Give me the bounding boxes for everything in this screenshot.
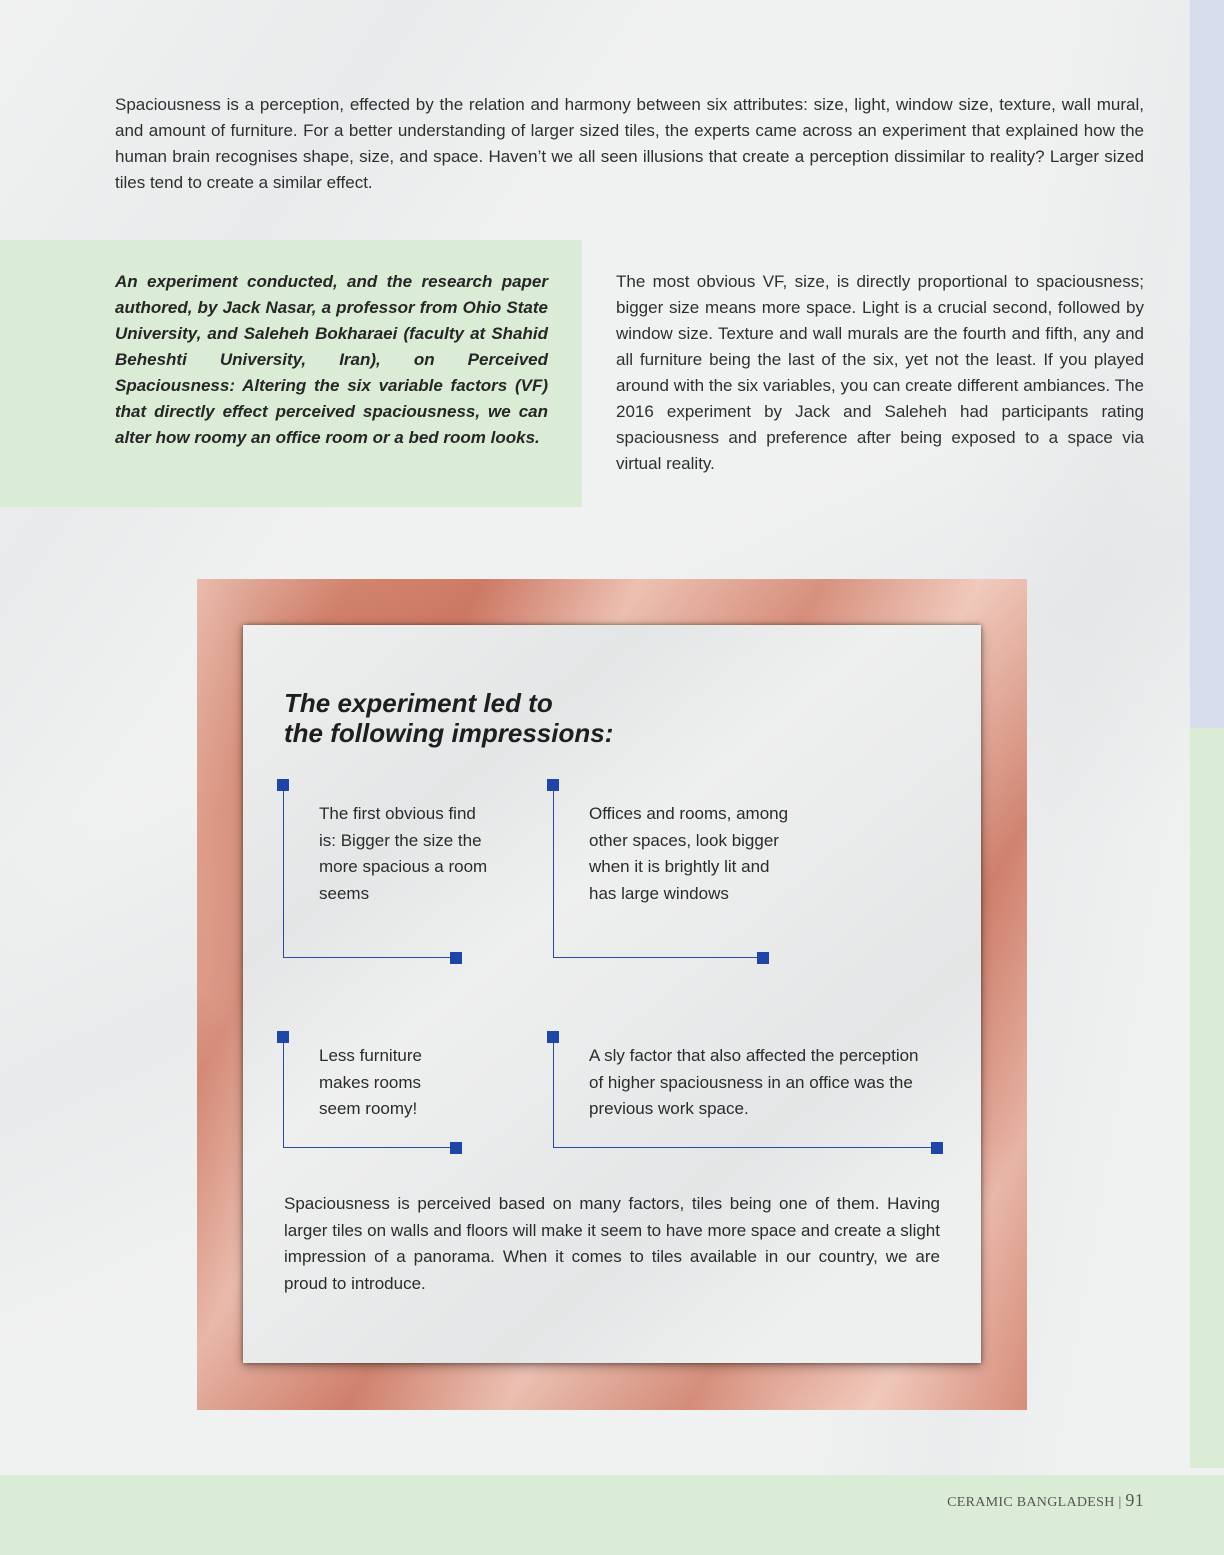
variable-factors-paragraph: The most obvious VF, size, is directly proportional to spaciousness; bigger size means more space. Light is a crucial second, followed by window size. Texture and wall murals are the fourth and fifth, any and all furniture being the last of the six, yet not the least. If you played around with the six variables, you can create different ambiances. The 2016 experiment by Jack and Saleheh had participants rating spaciousness and preference after being exposed to a space via virtual reality. <box>616 272 1144 473</box>
bracket-corner-square <box>931 1142 943 1154</box>
title-line-1: The experiment led to <box>284 688 553 718</box>
bracket-corner-square <box>547 779 559 791</box>
impression-item: Offices and rooms, among other spaces, look bigger when it is brightly lit and has large windows <box>589 804 789 903</box>
footer-separator: | <box>1118 1495 1122 1510</box>
page-number: 91 <box>1125 1490 1144 1510</box>
bracket-corner-square <box>277 1031 289 1043</box>
footer-band <box>0 1475 1224 1555</box>
impression-item: The first obvious find is: Bigger the size the more spacious a room seems <box>319 804 488 903</box>
impression-item: Less furniture makes rooms seem roomy! <box>319 1046 422 1118</box>
intro-paragraph: Spaciousness is a perception, effected by the relation and harmony between six attributes: size, light, window size, texture, wall mural, and amount of furniture. For a better understanding of larger sized tiles, the experts came across an experiment that explained how the human brain recognises shape, size, and space. Haven’t we all seen illusions that create a perception dissimilar to reality? Larger sized tiles tend to create a similar effect. <box>115 95 1144 192</box>
impression-item: A sly factor that also affected the perception of higher spaciousness in an office was the previous work space. <box>589 1046 919 1118</box>
side-strip-blue <box>1190 0 1224 728</box>
bracket-corner-square <box>277 779 289 791</box>
side-strip-green <box>1190 728 1224 1468</box>
publication-name: CERAMIC BANGLADESH <box>947 1495 1115 1510</box>
impressions-title <box>284 688 804 748</box>
page-footer <box>947 1490 1144 1511</box>
bracket-corner-square <box>450 952 462 964</box>
research-quote: An experiment conducted, and the research paper authored, by Jack Nasar, a professor from Ohio State University, and Saleheh Bokharaei (faculty at Shahid Beheshti University, Iran), on Perceived Spaciousness: Altering the six variable factors (VF) that directly effect perceived spaciousness, we can alter how roomy an office room or a bed room looks. <box>115 272 548 447</box>
bracket-corner-square <box>757 952 769 964</box>
title-line-2: the following impressions: <box>284 718 614 748</box>
bracket-corner-square <box>547 1031 559 1043</box>
closing-paragraph: Spaciousness is perceived based on many factors, tiles being one of them. Having larger tiles on walls and floors will make it seem to have more space and create a slight impression of a panorama. When it comes to tiles available in our country, we are proud to introduce. <box>284 1194 940 1293</box>
bracket-corner-square <box>450 1142 462 1154</box>
